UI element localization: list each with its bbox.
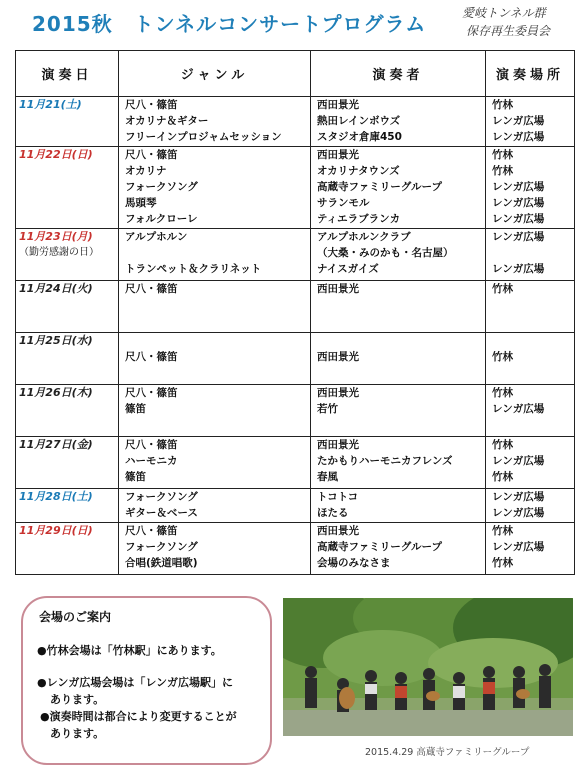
table-row bbox=[16, 229, 575, 281]
venue-text: レンガ広場 bbox=[492, 197, 545, 209]
group-photo bbox=[283, 598, 573, 736]
performer-text: 春風 bbox=[317, 471, 338, 483]
venue-text bbox=[486, 333, 574, 349]
date-label: 11月29日(日) bbox=[19, 524, 93, 537]
genre-cell bbox=[119, 437, 311, 489]
date-label: 11月21(土) bbox=[19, 98, 82, 111]
genre-text: 尺八・篠笛 bbox=[125, 439, 178, 451]
venue-text: 竹林 bbox=[492, 99, 513, 111]
genre-text: 篠笛 bbox=[125, 471, 146, 483]
date-label: 11月28日(土) bbox=[19, 490, 93, 503]
table-row bbox=[16, 281, 575, 333]
venue-info-item-3a: ●演奏時間は都合により変更することが bbox=[40, 710, 237, 723]
performer-text: トコトコ bbox=[317, 491, 359, 503]
venue-text: 竹林 bbox=[492, 283, 513, 295]
performer-text: 西田景光 bbox=[317, 525, 359, 537]
table-row bbox=[16, 147, 575, 229]
performer-text bbox=[311, 417, 485, 433]
performer-text: 西田景光 bbox=[317, 283, 359, 295]
performer-text bbox=[311, 313, 485, 329]
date-cell bbox=[16, 281, 119, 333]
date-label: 11月25日(水) bbox=[19, 334, 93, 347]
genre-cell bbox=[119, 97, 311, 147]
table-row bbox=[16, 437, 575, 489]
venue-text: レンガ広場 bbox=[492, 131, 545, 143]
genre-text: 尺八・篠笛 bbox=[125, 149, 178, 161]
venue-info-item-2a: ●レンガ広場会場は「レンガ広場駅」に bbox=[37, 676, 234, 689]
genre-cell bbox=[119, 489, 311, 523]
venue-info-item-1: ●竹林会場は「竹林駅」にあります。 bbox=[37, 644, 222, 657]
performer-text: 会場のみなさま bbox=[317, 557, 391, 569]
genre-cell bbox=[119, 333, 311, 385]
performer-text: 西田景光 bbox=[317, 99, 359, 111]
genre-cell bbox=[119, 523, 311, 575]
venue-text: レンガ広場 bbox=[492, 507, 545, 519]
genre-text: ハーモニカ bbox=[125, 455, 178, 467]
genre-cell bbox=[119, 281, 311, 333]
performer-cell bbox=[311, 281, 486, 333]
performer-text bbox=[311, 297, 485, 313]
performer-cell bbox=[311, 523, 486, 575]
venue-text: 竹林 bbox=[492, 351, 513, 363]
date-label: 11月27日(金) bbox=[19, 438, 93, 451]
venue-cell bbox=[486, 147, 575, 229]
venue-text: レンガ広場 bbox=[492, 181, 545, 193]
program-body bbox=[16, 97, 575, 575]
date-cell bbox=[16, 97, 119, 147]
date-cell bbox=[16, 523, 119, 575]
date-label: 11月24日(火) bbox=[19, 282, 93, 295]
organizer-logo bbox=[462, 4, 580, 44]
header-venue: 演奏場所 bbox=[486, 51, 575, 97]
venue-cell bbox=[486, 437, 575, 489]
venue-text: 竹林 bbox=[492, 557, 513, 569]
venue-text: レンガ広場 bbox=[492, 213, 545, 225]
header-genre: ジャンル bbox=[119, 51, 311, 97]
genre-text: 尺八・篠笛 bbox=[125, 99, 178, 111]
genre-text: フォークソング bbox=[125, 181, 198, 193]
performer-text: 若竹 bbox=[317, 403, 338, 415]
performer-text: （大桑・みのかも・名古屋） bbox=[317, 247, 454, 259]
logo-line-2: 保存再生委員会 bbox=[466, 24, 551, 38]
program-table bbox=[15, 50, 575, 575]
venue-text: レンガ広場 bbox=[492, 491, 545, 503]
genre-text bbox=[119, 333, 310, 349]
date-cell bbox=[16, 333, 119, 385]
performer-text: ほたる bbox=[317, 507, 349, 519]
genre-text bbox=[119, 417, 310, 433]
venue-text bbox=[486, 417, 574, 433]
date-label: 11月22日(日) bbox=[19, 148, 93, 161]
venue-text: 竹林 bbox=[492, 439, 513, 451]
date-label: 11月26日(木) bbox=[19, 386, 93, 399]
venue-text bbox=[486, 297, 574, 313]
genre-text: 篠笛 bbox=[125, 403, 146, 415]
table-row bbox=[16, 523, 575, 575]
venue-text: レンガ広場 bbox=[492, 115, 545, 127]
genre-text: ギター＆ベース bbox=[125, 507, 198, 519]
table-row bbox=[16, 333, 575, 385]
performer-text: 西田景光 bbox=[317, 439, 359, 451]
venue-text bbox=[486, 365, 574, 381]
genre-text: フリーインプロジャムセッション bbox=[125, 131, 282, 143]
genre-text: 尺八・篠笛 bbox=[125, 525, 178, 537]
table-row bbox=[16, 97, 575, 147]
table-header-row bbox=[16, 51, 575, 97]
genre-cell bbox=[119, 147, 311, 229]
genre-text: トランペット＆クラリネット bbox=[125, 263, 262, 275]
performer-text: ティエラブランカ bbox=[317, 213, 401, 225]
date-cell bbox=[16, 489, 119, 523]
photo-caption: 2015.4.29 高蔵寺ファミリーグループ bbox=[365, 747, 530, 758]
performer-cell bbox=[311, 489, 486, 523]
venue-text: 竹林 bbox=[492, 387, 513, 399]
performer-text: ナイスガイズ bbox=[317, 263, 379, 275]
date-label: 11月23日(月) bbox=[19, 230, 93, 243]
genre-text: 合唱(鉄道唱歌) bbox=[125, 557, 198, 569]
venue-text: レンガ広場 bbox=[492, 231, 545, 243]
venue-info-item-3b: あります。 bbox=[50, 727, 105, 740]
venue-info-item-2b: あります。 bbox=[50, 693, 105, 706]
performer-text bbox=[311, 333, 485, 349]
venue-info-heading: 会場のご案内 bbox=[39, 610, 112, 624]
performer-text: 高蔵寺ファミリーグループ bbox=[317, 181, 442, 193]
page-title: 2015秋 トンネルコンサートプログラム bbox=[32, 12, 427, 36]
venue-text: レンガ広場 bbox=[492, 455, 545, 467]
header-date: 演奏日 bbox=[16, 51, 119, 97]
venue-cell bbox=[486, 229, 575, 281]
performer-cell bbox=[311, 97, 486, 147]
genre-text bbox=[119, 245, 310, 261]
venue-cell bbox=[486, 97, 575, 147]
venue-text bbox=[486, 313, 574, 329]
genre-text: 尺八・篠笛 bbox=[125, 351, 178, 363]
date-cell bbox=[16, 437, 119, 489]
genre-text: フォークソング bbox=[125, 541, 198, 553]
genre-text: 馬頭琴 bbox=[125, 197, 157, 209]
performer-text: 西田景光 bbox=[317, 351, 359, 363]
genre-cell bbox=[119, 385, 311, 437]
genre-text: アルプホルン bbox=[125, 231, 188, 243]
venue-text bbox=[486, 245, 574, 261]
table-row bbox=[16, 385, 575, 437]
venue-text: 竹林 bbox=[492, 149, 513, 161]
performer-cell bbox=[311, 333, 486, 385]
performer-text: 西田景光 bbox=[317, 387, 359, 399]
table-row bbox=[16, 489, 575, 523]
genre-text: 尺八・篠笛 bbox=[125, 387, 178, 399]
performer-text: スタジオ倉庫450 bbox=[317, 131, 402, 143]
genre-text bbox=[119, 297, 310, 313]
venue-text: 竹林 bbox=[492, 165, 513, 177]
performer-text: たかもりハーモニカフレンズ bbox=[317, 455, 453, 467]
performer-cell bbox=[311, 437, 486, 489]
performer-text: 熱田レインボウズ bbox=[317, 115, 401, 127]
venue-text: レンガ広場 bbox=[492, 541, 545, 553]
logo-line-1: 愛岐トンネル群 bbox=[462, 6, 546, 20]
genre-cell bbox=[119, 229, 311, 281]
genre-text: 尺八・篠笛 bbox=[125, 283, 178, 295]
genre-text bbox=[119, 365, 310, 381]
genre-text: フォルクローレ bbox=[125, 213, 198, 225]
performer-text: サランモル bbox=[317, 197, 370, 209]
genre-text: オカリナ bbox=[125, 165, 167, 177]
genre-text bbox=[119, 313, 310, 329]
venue-text: レンガ広場 bbox=[492, 263, 545, 275]
performer-text: アルプホルンクラブ bbox=[317, 231, 411, 243]
date-cell bbox=[16, 147, 119, 229]
performer-text: オカリナタウンズ bbox=[317, 165, 400, 177]
performer-cell bbox=[311, 229, 486, 281]
venue-cell bbox=[486, 489, 575, 523]
date-sublabel: （勤労感謝の日） bbox=[19, 247, 99, 258]
date-cell bbox=[16, 385, 119, 437]
performer-cell bbox=[311, 147, 486, 229]
venue-cell bbox=[486, 523, 575, 575]
performer-text: 高蔵寺ファミリーグループ bbox=[317, 541, 442, 553]
genre-text: フォークソング bbox=[125, 491, 198, 503]
date-cell bbox=[16, 229, 119, 281]
venue-cell bbox=[486, 385, 575, 437]
venue-text: 竹林 bbox=[492, 525, 513, 537]
venue-cell bbox=[486, 281, 575, 333]
performer-cell bbox=[311, 385, 486, 437]
venue-text: レンガ広場 bbox=[492, 403, 545, 415]
performer-text bbox=[311, 365, 485, 381]
performer-text: 西田景光 bbox=[317, 149, 359, 161]
venue-cell bbox=[486, 333, 575, 385]
venue-info-box bbox=[21, 596, 272, 765]
genre-text: オカリナ＆ギター bbox=[125, 115, 209, 127]
venue-text: 竹林 bbox=[492, 471, 513, 483]
header-performer: 演奏者 bbox=[311, 51, 486, 97]
